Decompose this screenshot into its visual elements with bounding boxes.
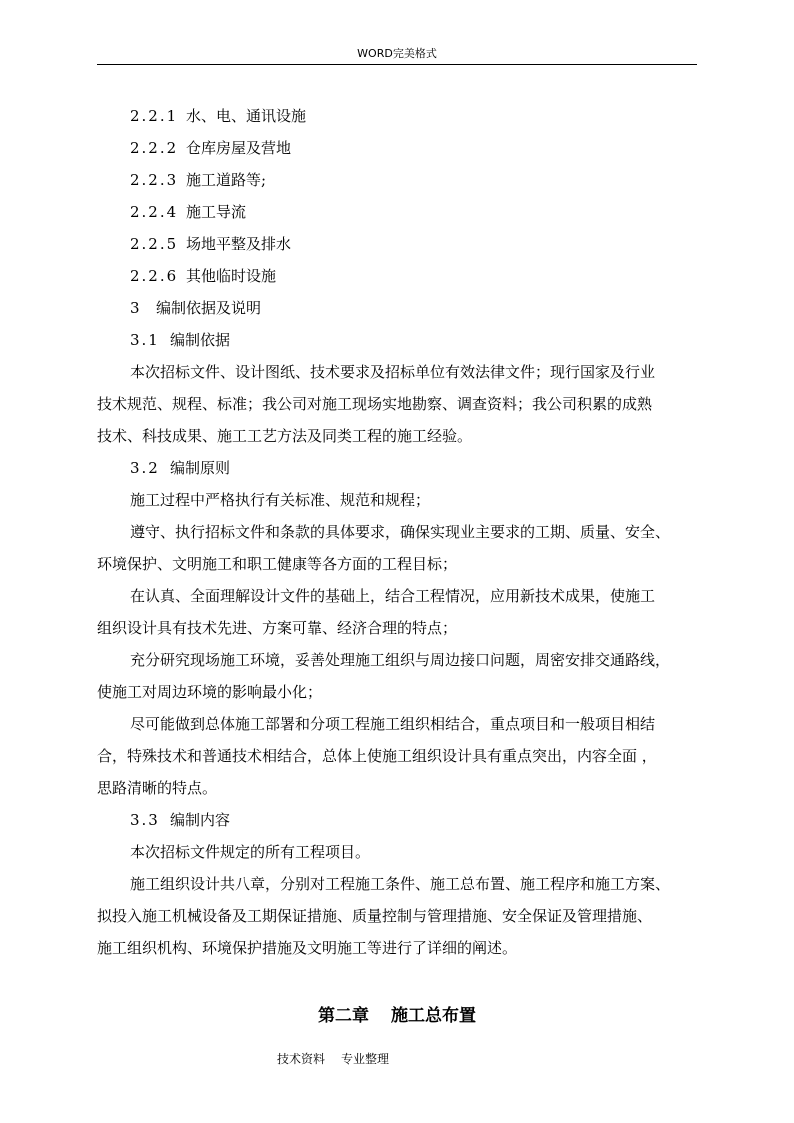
section-heading xyxy=(130,458,230,478)
item-text: 场地平整及排水 xyxy=(186,235,292,253)
item-text: 施工导流 xyxy=(186,203,247,221)
paragraph-line: 遵守、执行招标文件和条款的具体要求，确保实现业主要求的工期、质量、安全、 xyxy=(130,523,671,541)
paragraph-line: 组织设计具有技术先进、方案可靠、经济合理的特点； xyxy=(97,619,458,637)
item-number: 3.1 xyxy=(130,331,160,349)
paragraph-line: 拟投入施工机械设备及工期保证措施、质量控制与管理措施、安全保证及管理措施、 xyxy=(97,907,653,925)
item-number: 3 xyxy=(130,299,142,317)
section-heading xyxy=(130,810,230,830)
paragraph-line: 施工组织机构、环境保护措施及文明施工等进行了详细的阐述。 xyxy=(97,939,518,957)
section-heading xyxy=(130,298,261,318)
page-header: WORD完美格式 xyxy=(357,47,437,60)
item-text: 施工道路等; xyxy=(186,171,267,189)
item-number: 2.2.5 xyxy=(130,235,179,253)
paragraph-line: 思路清晰的特点。 xyxy=(97,779,218,797)
item-number: 2.2.4 xyxy=(130,203,179,221)
item-number: 2.2.2 xyxy=(130,139,179,157)
paragraph-line: 施工组织设计共八章，分别对工程施工条件、施工总布置、施工程序和施工方案、 xyxy=(130,875,671,893)
paragraph-line: 尽可能做到总体施工部署和分项工程施工组织相结合，重点项目和一般项目相结 xyxy=(130,715,656,733)
paragraph-line: 技术、科技成果、施工工艺方法及同类工程的施工经验。 xyxy=(97,427,473,445)
paragraph-line: 合，特殊技术和普通技术相结合，总体上使施工组织设计具有重点突出，内容全面 ， xyxy=(97,747,657,765)
list-item xyxy=(130,170,266,190)
list-item xyxy=(130,106,306,126)
item-number: 2.2.3 xyxy=(130,171,179,189)
item-text: 其他临时设施 xyxy=(186,267,277,285)
paragraph-line: 环境保护、文明施工和职工健康等各方面的工程目标； xyxy=(97,555,458,573)
paragraph-line: 技术规范、规程、标准；我公司对施工现场实地勘察、调查资料；我公司积累的成熟 xyxy=(97,395,653,413)
paragraph-line: 施工过程中严格执行有关标准、规范和规程； xyxy=(130,491,431,509)
item-text: 编制依据及说明 xyxy=(156,299,262,317)
item-number: 2.2.1 xyxy=(130,107,179,125)
item-text: 编制原则 xyxy=(170,459,231,477)
footer-right: 专业整理 xyxy=(341,1052,390,1066)
list-item xyxy=(130,234,291,254)
item-text: 水、电、通讯设施 xyxy=(186,107,307,125)
item-text: 仓库房屋及营地 xyxy=(186,139,292,157)
item-number: 3.3 xyxy=(130,811,160,829)
paragraph-line: 本次招标文件、设计图纸、技术要求及招标单位有效法律文件；现行国家及行业 xyxy=(130,363,656,381)
paragraph-line: 本次招标文件规定的所有工程项目。 xyxy=(130,843,371,861)
paragraph-line: 充分研究现场施工环境，妥善处理施工组织与周边接口问题，周密安排交通路线， xyxy=(130,651,671,669)
section-heading xyxy=(130,330,230,350)
header-rule xyxy=(97,64,697,65)
item-text: 编制依据 xyxy=(170,331,231,349)
item-number: 2.2.6 xyxy=(130,267,179,285)
chapter-number: 第二章 xyxy=(318,1006,369,1026)
list-item xyxy=(130,138,291,158)
chapter-title: 施工总布置 xyxy=(391,1006,476,1026)
item-text: 编制内容 xyxy=(170,811,231,829)
item-number: 3.2 xyxy=(130,459,160,477)
paragraph-line: 在认真、全面理解设计文件的基础上，结合工程情况，应用新技术成果，使施工 xyxy=(130,587,656,605)
footer-left: 技术资料 xyxy=(277,1052,326,1066)
paragraph-line: 使施工对周边环境的影响最小化； xyxy=(97,683,323,701)
page-footer xyxy=(277,1050,389,1067)
chapter-heading xyxy=(0,1001,794,1026)
list-item xyxy=(130,202,246,222)
list-item xyxy=(130,266,276,286)
